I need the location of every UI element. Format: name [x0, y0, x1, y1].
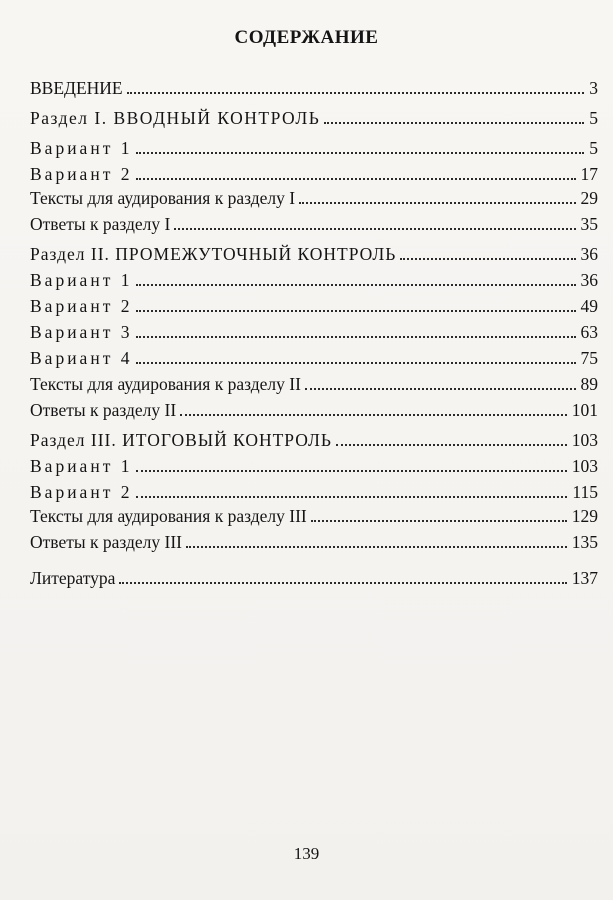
- toc-entry-page: 101: [571, 400, 598, 420]
- dot-leader: [186, 546, 567, 548]
- toc-entry-section-2-variant-4: [30, 348, 598, 369]
- toc-entry-page: 35: [580, 214, 598, 234]
- toc-entry-page: 137: [571, 568, 598, 588]
- toc-entry-label: Вариант 2: [30, 164, 133, 184]
- toc-entry-section-1: [30, 108, 598, 129]
- toc-entry-literature: [30, 568, 598, 589]
- dot-leader: [136, 178, 575, 180]
- toc-entry-page: 5: [589, 138, 598, 158]
- toc-entry-page: 5: [589, 108, 598, 128]
- toc-entry-label: Тексты для аудирования к разделу I: [30, 188, 296, 208]
- toc-entry-page: 103: [571, 456, 598, 476]
- toc-entry-page: 135: [571, 532, 598, 552]
- toc-entry-page: 129: [571, 506, 598, 526]
- dot-leader: [136, 496, 567, 498]
- toc-entry-page: 17: [580, 164, 598, 184]
- toc-entry-page: 89: [580, 374, 598, 394]
- toc-entry-page: 49: [580, 296, 598, 316]
- toc-entry-section-1-variant-1: [30, 138, 598, 159]
- dot-leader: [180, 414, 567, 416]
- dot-leader: [336, 444, 567, 446]
- dot-leader: [136, 152, 584, 154]
- toc-entry-label: Тексты для аудирования к разделу III: [30, 506, 307, 526]
- toc-entry-page: 36: [580, 270, 598, 290]
- dot-leader: [119, 582, 566, 584]
- toc-entry-page: 75: [580, 348, 598, 368]
- toc-entry-page: 103: [571, 430, 598, 450]
- toc-entry-page: 63: [580, 322, 598, 342]
- dot-leader: [136, 310, 575, 312]
- dot-leader: [311, 520, 567, 522]
- toc-entry-section-2-variant-3: [30, 322, 598, 343]
- toc-entry-label: ВВЕДЕНИЕ: [30, 78, 123, 98]
- toc-entry-label: Вариант 1: [30, 456, 133, 476]
- dot-leader: [305, 388, 576, 390]
- dot-leader: [136, 470, 566, 472]
- toc-entry-section-3: [30, 430, 598, 451]
- toc-entry-label: Раздел III. ИТОГОВЫЙ КОНТРОЛЬ: [30, 430, 332, 450]
- toc-entry-section-2-answers: [30, 400, 598, 421]
- toc-entry-section-3-listening: [30, 506, 598, 527]
- toc-entry-section-3-answers: [30, 532, 598, 553]
- toc-entry-page: 115: [572, 482, 598, 502]
- toc-entry-label: Вариант 3: [30, 322, 133, 342]
- toc-entry-label: Ответы к разделу I: [30, 214, 171, 234]
- toc-entry-section-1-listening: [30, 188, 598, 209]
- toc-entry-label: Вариант 1: [30, 138, 133, 158]
- toc-entry-label: Раздел I. ВВОДНЫЙ КОНТРОЛЬ: [30, 108, 321, 128]
- toc-entry-section-1-answers: [30, 214, 598, 235]
- toc-entry-page: 29: [580, 188, 598, 208]
- toc-entry-label: Тексты для аудирования к разделу II: [30, 374, 301, 394]
- toc-entry-page: 3: [589, 78, 598, 98]
- toc-entry-label: Вариант 2: [30, 482, 133, 502]
- toc-entry-label: Раздел II. ПРОМЕЖУТОЧНЫЙ КОНТРОЛЬ: [30, 244, 397, 264]
- toc-entry-label: Литература: [30, 568, 116, 588]
- dot-leader: [174, 228, 575, 230]
- toc-entry-introduction: [30, 78, 598, 99]
- toc-entry-page: 36: [580, 244, 598, 264]
- toc-entry-label: Вариант 4: [30, 348, 133, 368]
- toc-entry-section-2-listening: [30, 374, 598, 395]
- dot-leader: [299, 202, 575, 204]
- toc-entry-label: Вариант 1: [30, 270, 133, 290]
- toc-entry-section-3-variant-2: [30, 482, 598, 503]
- toc-entry-section-1-variant-2: [30, 164, 598, 185]
- toc-entry-section-2: [30, 244, 598, 265]
- dot-leader: [400, 258, 575, 260]
- dot-leader: [136, 284, 575, 286]
- toc-entry-label: Ответы к разделу III: [30, 532, 182, 552]
- toc-entry-section-3-variant-1: [30, 456, 598, 477]
- toc-entry-label: Ответы к разделу II: [30, 400, 177, 420]
- toc-entry-label: Вариант 2: [30, 296, 133, 316]
- page-title: СОДЕРЖАНИЕ: [234, 27, 379, 48]
- toc-entry-section-2-variant-1: [30, 270, 598, 291]
- dot-leader: [127, 92, 585, 94]
- dot-leader: [324, 122, 584, 124]
- toc-entry-section-2-variant-2: [30, 296, 598, 317]
- page-number: 139: [293, 844, 320, 863]
- dot-leader: [136, 362, 575, 364]
- dot-leader: [136, 336, 575, 338]
